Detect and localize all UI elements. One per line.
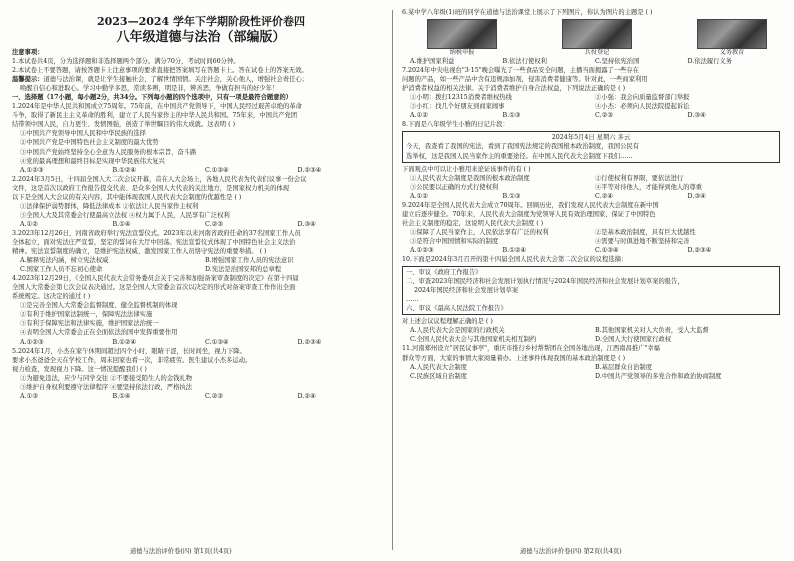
question-text: 2.2024年3月5日，十四届全国人大二次会议开幕，首在人大会场上，各地人民代表为代表们议事一份会议 <box>12 175 307 183</box>
statement: ②小强：我会向质量监督部门举报 <box>595 94 690 102</box>
photo-education <box>692 19 772 57</box>
options-row <box>402 326 780 335</box>
question-text: 以下是全国人大会议的有关内容，其中能体现我国人民代表大会制度的优越性是 <box>12 193 233 201</box>
photo-military <box>557 19 637 57</box>
options-row <box>12 166 390 175</box>
statement: ③小红：找几个好朋友到商家闹事 <box>410 103 505 111</box>
question-text: 下面观点中可以让小雅用来论证该事件的有 <box>402 165 522 173</box>
option: D.宪法是治国安邦的总章程 <box>205 266 282 274</box>
statement: ③中国共产党始终坚持全心全意为人民服务的根本宗旨、奋斗路 <box>20 148 197 156</box>
option: D.中国共产党领导的多党合作和政治协商制度 <box>595 372 722 380</box>
question-11 <box>402 344 780 380</box>
tip-line: 道德与法治课，就是让学生接触社会，了解世情国情。关注社会，关心他人，增强社会责任心； <box>43 76 308 84</box>
option: C.国家工作人员不忘初心使命 <box>20 266 103 274</box>
agenda-item: 一、审议《政府工作报告》 <box>406 269 482 277</box>
question-10 <box>402 255 780 344</box>
statement: ④平等对待他人，才能得到他人的尊重 <box>595 183 703 191</box>
question-text: 群众等方面，大家的事情大家商量着办。上述事件体现我国的基本政治制度是 <box>402 354 617 362</box>
option: C.②③ <box>205 220 223 228</box>
option: C.①③④ <box>595 246 619 254</box>
answer-paren: ( ) <box>618 85 626 93</box>
photo-caption: 兵役登记 <box>584 49 610 57</box>
option: B.①③ <box>502 112 521 120</box>
options-row <box>402 372 780 381</box>
options-row <box>402 246 780 255</box>
statement: ②是基本政治制度，具有巨大优越性 <box>595 228 696 236</box>
option: D.③④ <box>687 192 706 200</box>
statement: ②有利于维护国家法制统一，保障宪法法律实施 <box>20 311 153 319</box>
right-column <box>402 6 780 381</box>
diary-text: 今天，我查看了我国的宪法，看到了我国宪法规定的我国根本政治制度，我国公民有 <box>406 143 639 151</box>
option: B.①④ <box>112 392 131 400</box>
statement: ③是符合中国国情和实际的制度 <box>410 237 499 245</box>
option: A.①② <box>410 112 428 120</box>
statement: ①法律保护弱势群体，降低法律成本 ②依法让人民当家作主权利 <box>20 202 199 210</box>
option: D.②③④ <box>297 166 322 174</box>
question-text: 10.下面是2024年3月召开的第十四届全国人民代表大会第二次会议的议程选摘： <box>402 256 628 264</box>
question-text: 视力检查，发现视力下降。这一情况提醒我们 <box>12 365 138 373</box>
statement: ④党的最高理想和最终目标是实现中华民族伟大复兴 <box>20 157 165 165</box>
statement: ③维护自身权利要遵守法律程序 ④要坚持依法行政，严格执法 <box>20 383 193 391</box>
options-row <box>12 220 390 229</box>
exam-subtitle: 八年级道德与法治（部编版） <box>116 30 286 45</box>
question-text: 11.河南郑州设立"居民议事亭"，重庆市推行乡村帮帮团在全国各地出现，江西南昌推广"幸福 <box>402 345 660 353</box>
page-footer-right: 道德与法治评价卷(四) 第2页(共4页) <box>520 548 622 555</box>
option: A.①②③ <box>20 338 44 346</box>
answer-paren: ( ) <box>139 365 147 373</box>
question-text: 7.2024年中央电视台"3·15"晚会曝光了一些食品安全问题，主播当面揭露了一些存在 <box>402 67 640 75</box>
option: B.依法行使权利 <box>502 58 547 66</box>
question-text: 斗争，取得了新民主主义革命的胜利，建立了人民当家作主的中华人民共和国。75年来，中国共产党团 <box>12 112 298 120</box>
statements-row <box>402 102 780 111</box>
question-text: 结带领中国人民，自力更生、发愤图强，创造了举世瞩目的伟大成就。这表明 <box>12 121 227 129</box>
page-footer-left: 道德与法治评价卷(四) 第1页(共4页) <box>130 548 232 555</box>
option: D.②④ <box>297 392 316 400</box>
option: C.②③ <box>205 392 223 400</box>
option: B.基层群众自治制度 <box>595 363 653 371</box>
notice-line: 2.本试卷上不要答题，请按答题卡上注意事项的要求直接把答案填写在答题卡上。答在试卷上的答案无效。 <box>12 67 308 75</box>
question-9 <box>402 201 780 255</box>
answer-paren: ( ) <box>83 293 91 301</box>
question-text: 全体起立，面对宪法庄严宣誓，坚定的誓词在大厅中回荡。宪法宣誓仪式体现了中国特色社会主义法治 <box>12 238 296 246</box>
statement: ②中国共产党是中国特色社会主义制度的最大优势 <box>20 139 159 147</box>
photo-caption: 义务教育 <box>719 49 745 57</box>
question-4 <box>12 274 390 346</box>
statement: ②行使权利有界限，要依法进行 <box>595 174 684 182</box>
option: C.②③ <box>595 112 613 120</box>
option: B.其他国家机关对人大负责，受人大监督 <box>595 327 709 335</box>
answer-paren: ( ) <box>523 165 531 173</box>
photo-image <box>427 19 497 49</box>
option: A.①②③ <box>20 166 44 174</box>
question-text: 3.2023年12月26日，河南省政府举行宪法宣誓仪式。2023年以来河南省政府任命的37名国家工作人员 <box>12 229 301 237</box>
agenda-box <box>402 266 780 315</box>
option: A.①② <box>410 192 428 200</box>
notice-title: 注意事项： <box>12 49 44 56</box>
question-text: 6.某中学八年级(1)班的同学在道德与法治课堂上展示了下列图片，你认为图片的主题是 <box>402 9 644 16</box>
question-text: 4.2023年12月29日，《全国人民代表大会常务委员会关于完善和加强备案审查制度的决定》在第十四届 <box>12 275 299 283</box>
option: C.②④ <box>595 192 613 200</box>
agenda-item: 二、审查2023年国民经济和社会发展计划执行情况与2024年国民经济和社会发展计划草案的报告， <box>406 278 684 286</box>
options-row <box>402 192 780 201</box>
statements-row <box>402 228 780 237</box>
option: D.②③④ <box>687 246 712 254</box>
option: D.依法履行义务 <box>687 58 733 66</box>
option: A.人民代表大会是国家的行政机关 <box>410 327 505 335</box>
option: C.坚持依宪治国 <box>595 58 640 66</box>
options-row <box>402 363 780 372</box>
option: B.①②④ <box>112 166 137 174</box>
answer-paren: ( ) <box>618 354 626 362</box>
photo-image <box>697 19 767 49</box>
statement: ④表明全国人大常委会正在全面依法治国中发挥重要作用 <box>20 329 178 337</box>
diary-date: 2024年5月4日 星期六 多云 <box>551 134 631 142</box>
option: C.①③④ <box>205 166 229 174</box>
diary-box <box>402 131 780 162</box>
question-text: 9.2024年是全国人民代表大会成立70周年。回顾历史，我们发现人民代表大会制度在新中国 <box>402 201 659 209</box>
agenda-item: …… <box>406 296 419 304</box>
question-text: 问题的产品，如一些产品中含有违规添加剂，侵害消费者健康等。针对此，一些商家利用 <box>402 76 648 84</box>
statements-row <box>402 93 780 102</box>
question-8 <box>402 120 780 200</box>
question-text: 1.2024年是中华人民共和国成立75周年。75年前，在中国共产党领导下，中国人民经过艰苦卓绝的革命 <box>12 103 302 111</box>
tip-label: 温馨提示： <box>12 76 44 84</box>
question-text: 精神。宪法宣誓制度的确立，是维护宪法权威、激发国家工作人员恪守宪法的重要举措。 <box>12 248 258 256</box>
exam-title: 2023—2024 学年下学期阶段性评价卷四 <box>96 15 306 28</box>
statement: ①小明：拨打12315消费者维权热线 <box>410 94 512 102</box>
answer-paren: ( ) <box>536 219 544 227</box>
statement: ④小杰：必须向人民法院提起诉讼 <box>595 103 690 111</box>
option: C.全国人民代表大会与其他国家机关相互制约 <box>410 336 537 344</box>
options-row <box>12 256 390 265</box>
photo-tax <box>422 19 502 57</box>
question-text: 要求小杰爸爸全天在学校工作，周末回家也看一次，非常疲劳。医生建议小杰多运动。 <box>12 356 252 364</box>
answer-paren: ( ) <box>234 193 242 201</box>
question-text: 文件，这是首次以政府工作报告提交代表、是众多全国人大代表的关注地方，是国家权力机关的体现 <box>12 184 290 192</box>
question-text: 对上述会议议程理解正确的是 <box>402 318 484 326</box>
question-text: 护消费者权益的相关法律。关于消费者维护自身合法权益，下列说法正确的是 <box>402 85 617 93</box>
question-3 <box>12 229 390 274</box>
agenda-item: 2024年国民经济和社会发展计划草案 <box>414 287 519 295</box>
diary-text: 选举权，这是我国人民当家作主的重要途径。在中国人民代表大会制度下我们…… <box>406 152 633 160</box>
agenda-item: 六、审议《最高人民法院工作报告》 <box>406 305 507 313</box>
option: C.①③④ <box>205 338 229 346</box>
tip-line: 唤醒自信心和进取心。学习中勤学多思，常读多辨，明是非，辨善恶，争做有担当的好少年！ <box>20 85 279 93</box>
question-7 <box>402 66 780 120</box>
photo-image <box>562 19 632 49</box>
question-1 <box>12 102 390 174</box>
option: B.增强国家工作人员的宪法意识 <box>205 257 294 265</box>
options-row <box>402 111 780 120</box>
answer-paren: ( ) <box>485 318 493 326</box>
statement: ③全国人大及其常委会行使最高立法权 ④权力属于人民，人民享有广泛权利 <box>20 211 230 219</box>
option: D.全国人大行使国家行政权 <box>595 336 672 344</box>
statement: ①是完善全国人大常委会监督制度、健全监督机制的体现 <box>20 302 178 310</box>
options-row <box>402 335 780 344</box>
notice-line: 1.本试卷共4页，分为选择题和非选择题两个部分。满分70分，考试时间60分钟。 <box>12 58 240 66</box>
option: A.人民代表大会制度 <box>410 363 467 371</box>
options-row <box>402 57 780 66</box>
option: B.①③ <box>502 192 521 200</box>
options-row <box>12 265 390 274</box>
question-text: 社会主义制度的稳定，这说明人民代表大会制度 <box>402 219 535 227</box>
question-text: 全国人大常委会第七次会议表决通过。这是全国人大常委会首次以决定的形式对备案审查工作作出全面 <box>12 284 296 292</box>
option: B.①④ <box>112 220 131 228</box>
question-text: 建立后逐步健全。70年来，人民代表大会制度为党领导人民有效治理国家、保证了中国特色 <box>402 210 656 218</box>
option: B.①②④ <box>502 246 527 254</box>
option: A.解释宪法内涵，树立宪法权威 <box>20 257 109 265</box>
statements-row <box>402 174 780 183</box>
question-text: 8.下面是八年级学生小雅的日记片段： <box>402 121 509 129</box>
left-column <box>12 6 390 401</box>
answer-paren: ( ) <box>645 9 653 16</box>
photo-caption: 纳税申报 <box>449 49 475 57</box>
option: A.维护国家利益 <box>410 58 455 66</box>
photo-strip <box>422 19 772 57</box>
option: A.①③ <box>20 392 38 400</box>
statement: ③公民要以正确的方式行使权利 <box>410 183 499 191</box>
question-5 <box>12 347 390 401</box>
option: D.③④ <box>687 112 706 120</box>
options-row <box>12 392 390 401</box>
statement: ①人民代表大会制度是我国的根本政治制度 <box>410 174 530 182</box>
statement: ①中国共产党领导中国人民和中华民族的选择 <box>20 130 146 138</box>
option: D.③④ <box>297 220 316 228</box>
question-2 <box>12 175 390 229</box>
answer-paren: ( ) <box>228 121 236 129</box>
option: A.①② <box>20 220 38 228</box>
statement: ③有利于保障宪法和法律实施，维护国家法治统一 <box>20 320 159 328</box>
section-heading: 一、选择题（17小题，每小题2分，共34分。下列每小题的四个选项中，只有一项是最符合题意的） <box>12 94 293 102</box>
option: B.①②④ <box>112 338 137 346</box>
option: D.②③④ <box>297 338 322 346</box>
statements-row <box>402 237 780 246</box>
statement: ④需要与时俱进地不断坚持和完善 <box>595 237 690 245</box>
options-row <box>12 338 390 347</box>
question-text: 系统规定。这决定的通过 <box>12 293 82 301</box>
statement: ①为避免违法，应少与同学交往 ②不要接受陌生人的金钱礼物 <box>20 374 193 382</box>
question-text: 5.2024年1月，小杰在家午休期间超过四个小时，眼睛干涩，长时间坐，视力下降。 <box>12 347 246 355</box>
option: C.民族区域自治制度 <box>410 372 467 380</box>
statements-row <box>402 183 780 192</box>
statement: ①保障了人民当家作主，人民依法享有广泛的权利 <box>410 228 549 236</box>
column-divider <box>392 10 393 550</box>
answer-paren: ( ) <box>259 248 267 256</box>
option: A.①②③ <box>410 246 434 254</box>
